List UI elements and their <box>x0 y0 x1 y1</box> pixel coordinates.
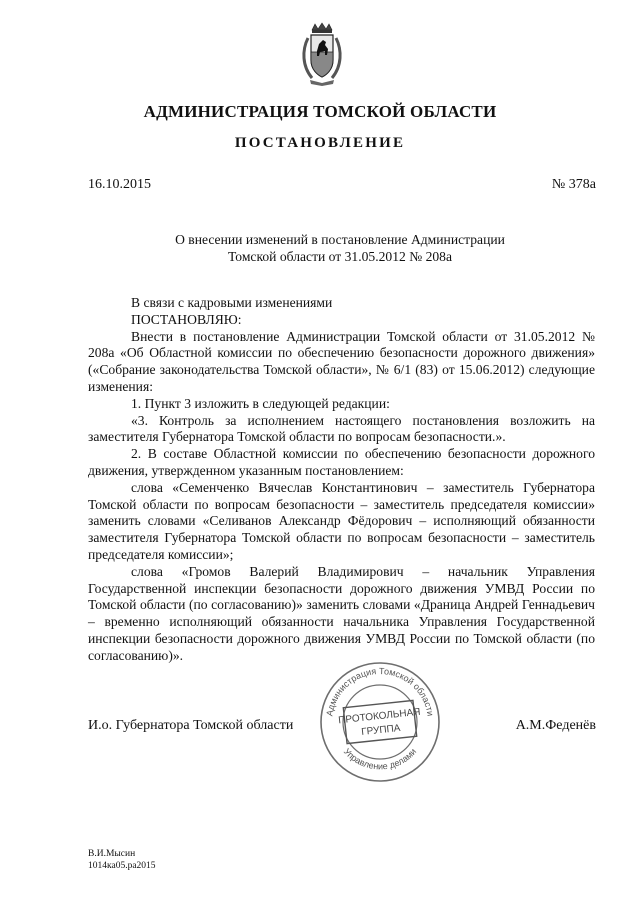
stamp-center-line-1: ПРОТОКОЛЬНАЯ <box>337 706 422 727</box>
body-paragraph: В связи с кадровыми изменениями <box>131 295 333 310</box>
organization-title: АДМИНИСТРАЦИЯ ТОМСКОЙ ОБЛАСТИ <box>143 102 497 121</box>
body-paragraph: 2. В составе Областной комиссии по обеспечению безопасности дорожного движения, утвержденном указанным постановлением: <box>88 446 595 478</box>
body-paragraph: ПОСТАНОВЛЯЮ: <box>131 311 242 327</box>
body-paragraph: слова «Громов Валерий Владимирович – начальник Управления Государственной инспекции безопасности дорожного движения УМВД России по Томской области (по согласованию)» заменить словами «Драница Андрей Геннадьевич – временно исполняющий обязанности начальника Управления Государственной инспекции безопасности дорожного движения УМВД России по Томской области (по согласованию)». <box>88 563 595 663</box>
document-subject <box>130 231 550 265</box>
coat-of-arms-icon <box>300 22 344 86</box>
body-paragraph: 1. Пункт 3 изложить в следующей редакции: <box>131 395 390 411</box>
subject-line-2: Томской области от 31.05.2012 № 208а <box>228 249 452 264</box>
subject-line-1: О внесении изменений в постановление Администрации <box>175 232 505 247</box>
body-paragraph: «3. Контроль за исполнением настоящего постановления возложить на заместителя Губернатора Томской области по вопросам безопасности.». <box>88 412 595 445</box>
executor-info <box>88 848 156 872</box>
official-stamp <box>318 660 442 784</box>
document-type-title: ПОСТАНОВЛЕНИЕ <box>234 135 406 151</box>
executor-name: В.И.Мысин <box>88 849 136 859</box>
stamp-ring-top-text: Администрация Томской области <box>324 665 436 717</box>
signatory-name: А.М.Феденёв <box>515 718 596 733</box>
executor-code: 1014ка05.ра2015 <box>88 861 156 871</box>
stamp-center-line-2: ГРУППА <box>360 722 401 738</box>
document-number: № 378а <box>551 177 596 192</box>
body-paragraph: слова «Семенченко Вячеслав Константинович – заместитель Губернатора Томской области по вопросам безопасности – заместитель председателя комиссии» заменить словами «Селиванов Александр Фёдорович – исполняющий обязанности заместителя Губернатора Томской области по вопросам безопасности – заместитель председателя комиссии»; <box>88 479 595 562</box>
document-body <box>88 295 595 665</box>
signatory-position: И.о. Губернатора Томской области <box>88 718 294 733</box>
body-paragraph: Внести в постановление Администрации Томской области от 31.05.2012 № 208а «Об Областной комиссии по обеспечению безопасности дорожного движения» («Собрание законодательства Томской области», № 6/1 (83) от 15.06.2012) следующие изменения: <box>88 328 595 394</box>
stamp-ring-bottom-text: Управление делами <box>341 746 419 772</box>
document-date: 16.10.2015 <box>88 177 151 192</box>
